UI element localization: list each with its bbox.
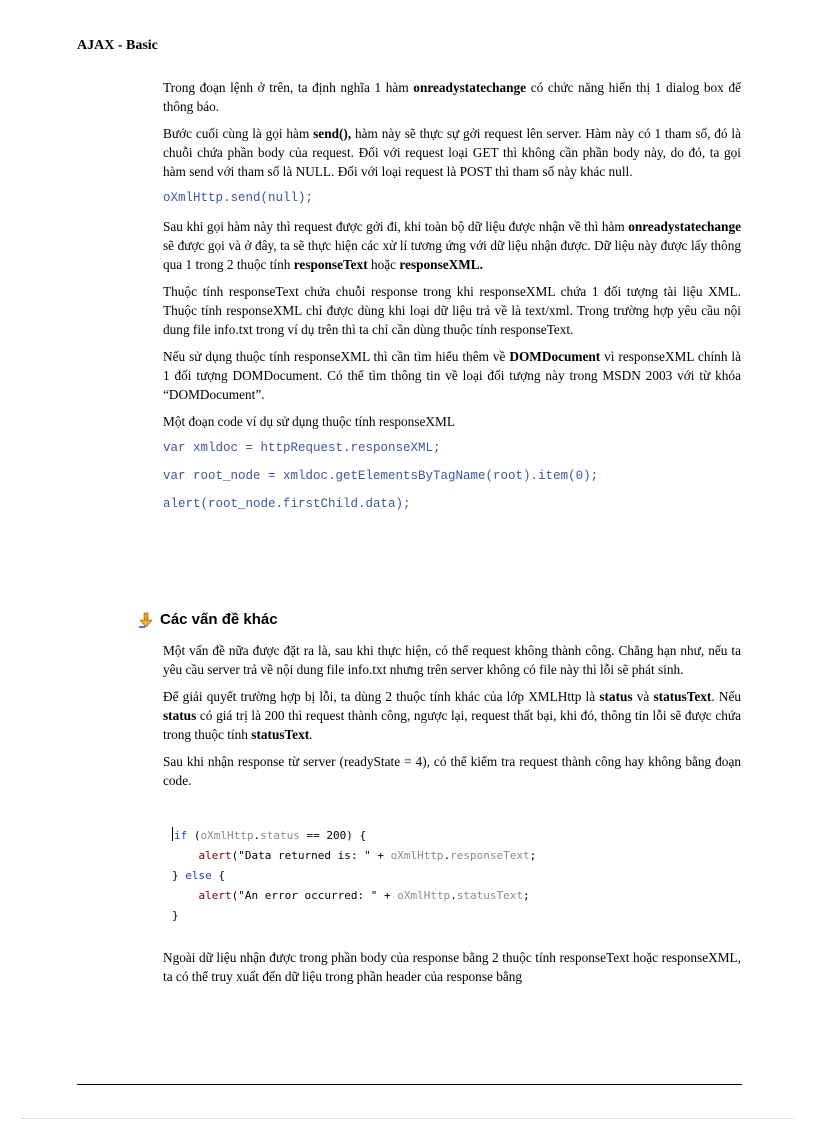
footer-divider [77,1084,742,1085]
paragraph-send-description: Bước cuối cùng là gọi hàm send(), hàm này sẽ thực sự gởi request lên server. Hàm này có 1 tham số, đó là chuỗi chứa phần body của request. Đối với request loại GET thì không cần phần body này, do đó, ta gọi hàm send với tham số là NULL. Đối với loại request là POST thì tham số này khác null. [163,126,741,179]
section-title: Các vấn đề khác [160,611,278,628]
paragraph-request-failure: Một vấn đề nữa được đặt ra là, sau khi thực hiện, có thể request không thành công. Chẳng hạn như, nếu ta yêu cầu server trả về nội dung file info.txt nhưng trên server không có file này thì lỗi sẽ phát sinh. [163,643,741,677]
paragraph-responsetext-info: Thuộc tính responseText chứa chuỗi response trong khi responseXML chứa 1 đối tượng tài liệu XML. Thuộc tính responseXML chỉ được dùng khi loại dữ liệu trả về là text/xml. Trong trường hợp yêu cầu nội dung file info.txt trong ví dụ trên thì ta chỉ cần dùng thuộc tính responseText. [163,284,741,337]
code-line-root-node: var root_node = xmldoc.getElementsByTagName(root).item(0); [163,469,599,483]
paragraph-status-properties: Để giải quyết trường hợp bị lỗi, ta dùng 2 thuộc tính khác của lớp XMLHttp là status và statusText. Nếu status có giá trị là 200 thì request thành công, ngược lại, request thất bại, khi đó, thông tin lỗi sẽ được chứa trong thuộc tính statusText. [163,689,741,742]
code-line-xmldoc: var xmldoc = httpRequest.responseXML; [163,441,441,455]
code-line-5: } [172,909,179,922]
section-content [163,641,741,798]
code-line-3: } else { [172,869,225,882]
code-line-2: alert("Data returned is: " + oXmlHttp.responseText; [198,849,537,862]
paragraph-header-access: Ngoài dữ liệu nhận được trong phần body của response bằng 2 thuộc tính responseText hoặc responseXML, ta có thể truy xuất đến dữ liệu trong phần header của response bằng [163,950,741,984]
main-content [163,78,741,523]
paragraph-onreadystatechange-intro: Trong đoạn lệnh ở trên, ta định nghĩa 1 hàm onreadystatechange có chức năng hiển thị 1 dialog box để thông báo. [163,80,741,114]
code-send-null: oXmlHttp.send(null); [163,191,314,205]
code-line-4: alert("An error occurred: " + oXmlHttp.statusText; [198,889,530,902]
code-line-1: if (oXmlHttp.status == 200) { [174,829,367,842]
status-check-code-block [172,826,536,926]
paragraph-domdocument-info: Nếu sử dụng thuộc tính responseXML thì cần tìm hiểu thêm về DOMDocument vì responseXML chính là 1 đối tượng DOMDocument. Có thể tìm thông tin về loại đối tượng này trong MSDN 2003 với từ khóa “DOMDocument”. [163,349,742,402]
code-line-alert: alert(root_node.firstChild.data); [163,497,411,511]
paragraph-response-handling: Sau khi gọi hàm này thì request được gởi đi, khi toàn bộ dữ liệu được nhận về thì hàm onreadystatechange sẽ được gọi và ở đây, ta sẽ thực hiện các xử lí tương ứng với dữ liệu nhận được. Dữ liệu này được lấy thông qua 1 trong 2 thuộc tính responseText hoặc responseXML. [163,219,741,272]
section-heading [138,611,278,628]
paragraph-example-intro: Một đoạn code ví dụ sử dụng thuộc tính responseXML [163,414,455,429]
closing-content [163,948,741,986]
down-arrow-icon [138,612,154,628]
text-cursor [172,827,173,841]
page-header-title: AJAX - Basic [77,38,158,53]
page-bottom-edge [22,1118,794,1119]
paragraph-check-status: Sau khi nhận response từ server (readyState = 4), có thể kiểm tra request thành công hay không bằng đoạn code. [163,754,741,788]
